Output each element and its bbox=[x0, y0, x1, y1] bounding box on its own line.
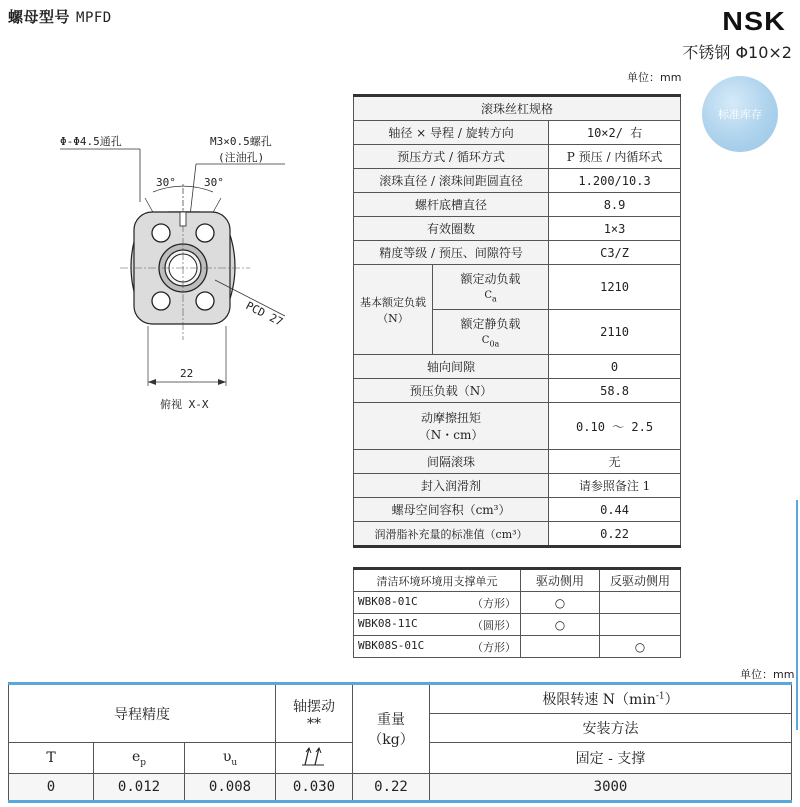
table-row: 润滑脂补充量的标准值（cm³） 0.22 bbox=[354, 522, 681, 547]
table-row: 轴向间隙 0 bbox=[354, 355, 681, 379]
table-row: WBK08-11C （圆形） ○ bbox=[354, 614, 681, 636]
static-load-label: 额定静负载 $C_{0a}$ bbox=[433, 310, 549, 355]
table-row: 有效圈数 1×3 bbox=[354, 217, 681, 241]
hole-label: Φ-Φ4.5通孔 bbox=[60, 135, 122, 148]
table-row: 0 0.012 0.008 0.030 0.22 3000 bbox=[9, 774, 792, 802]
table-row: 精度等级 / 预压、间隙符号 C3/Z bbox=[354, 241, 681, 265]
table-row: WBK08S-01C （方形） ○ bbox=[354, 636, 681, 658]
table-row: 额定静负载 $C_{0a}$ 2110 bbox=[354, 310, 681, 355]
angle-right-label: 30° bbox=[204, 176, 224, 189]
col-vu: $\upsilon_u$ bbox=[185, 743, 276, 774]
col-ep: $e_p$ bbox=[94, 743, 185, 774]
model-code: MPFD bbox=[76, 10, 112, 26]
oil-hole-label: (注油孔) bbox=[218, 151, 265, 164]
model-label: 螺母型号 bbox=[8, 8, 71, 26]
lead-accuracy-header: 导程精度 bbox=[9, 684, 276, 743]
support-header-unit: 清洁环境环境用支撑单元 bbox=[354, 569, 521, 592]
table-row: 螺母空间容积（cm³） 0.44 bbox=[354, 498, 681, 522]
table-row: 封入润滑剂 请参照备注 1 bbox=[354, 474, 681, 498]
table-row: 基本额定负载 （N） 额定动负载 $C_a$ 1210 bbox=[354, 265, 681, 310]
stock-badge[interactable] bbox=[702, 76, 778, 152]
model-title bbox=[8, 6, 112, 27]
runout-header: 轴摆动 ** bbox=[276, 684, 353, 743]
unit-label-top: 单位：mm bbox=[627, 71, 682, 84]
nut-flange-drawing bbox=[40, 120, 340, 420]
support-unit-table bbox=[353, 567, 681, 658]
stock-badge-label: 标准库存 bbox=[718, 108, 762, 121]
load-group-cell: 基本额定负载 （N） bbox=[354, 265, 433, 355]
weight-header: 重量 （kg） bbox=[353, 684, 430, 774]
view-label: 俯视 X-X bbox=[160, 398, 209, 411]
table-row: 预压负载（N） 58.8 bbox=[354, 379, 681, 403]
dynamic-load-label: 额定动负载 $C_a$ bbox=[433, 265, 549, 310]
table-row: 间隔滚珠 无 bbox=[354, 450, 681, 474]
table-row: 滚珠直径 / 滚珠间距圆直径 1.200/10.3 bbox=[354, 169, 681, 193]
table-row: 动摩擦扭矩 （N・cm） 0.10 ～ 2.5 bbox=[354, 403, 681, 450]
pcd-label: PCD 27 bbox=[243, 299, 285, 329]
spec-table-title: 滚珠丝杠规格 bbox=[354, 96, 681, 121]
nsk-logo: NSK bbox=[722, 6, 786, 36]
support-header-drive: 驱动侧用 bbox=[521, 569, 600, 592]
table-row: WBK08-01C （方形） ○ bbox=[354, 592, 681, 614]
thread-label: M3×0.5螺孔 bbox=[210, 135, 272, 148]
install-method: 固定 - 支撑 bbox=[430, 743, 792, 774]
torque-label-cell: 动摩擦扭矩 （N・cm） bbox=[354, 403, 549, 450]
ballscrew-spec-table bbox=[353, 94, 681, 548]
side-accent-line bbox=[796, 500, 798, 730]
col-t: T bbox=[9, 743, 94, 774]
speed-header: 极限转速 $N(\min^{-1})$ bbox=[430, 684, 792, 714]
width-dimension: 22 bbox=[180, 367, 194, 380]
runout-symbol-icon bbox=[300, 745, 328, 767]
material-size: 不锈钢 Φ10×2 bbox=[682, 43, 792, 62]
performance-table bbox=[8, 682, 792, 803]
unit-label-bottom: 单位：mm bbox=[740, 668, 795, 681]
support-header-reverse: 反驱动侧用 bbox=[600, 569, 681, 592]
table-row: 轴径 × 导程 / 旋转方向 10×2/ 右 bbox=[354, 121, 681, 145]
table-row: 螺杆底槽直径 8.9 bbox=[354, 193, 681, 217]
table-row: 预压方式 / 循环方式 P 预压 / 内循环式 bbox=[354, 145, 681, 169]
runout-symbol-cell bbox=[276, 743, 353, 774]
angle-left-label: 30° bbox=[156, 176, 176, 189]
install-header: 安装方法 bbox=[430, 714, 792, 743]
